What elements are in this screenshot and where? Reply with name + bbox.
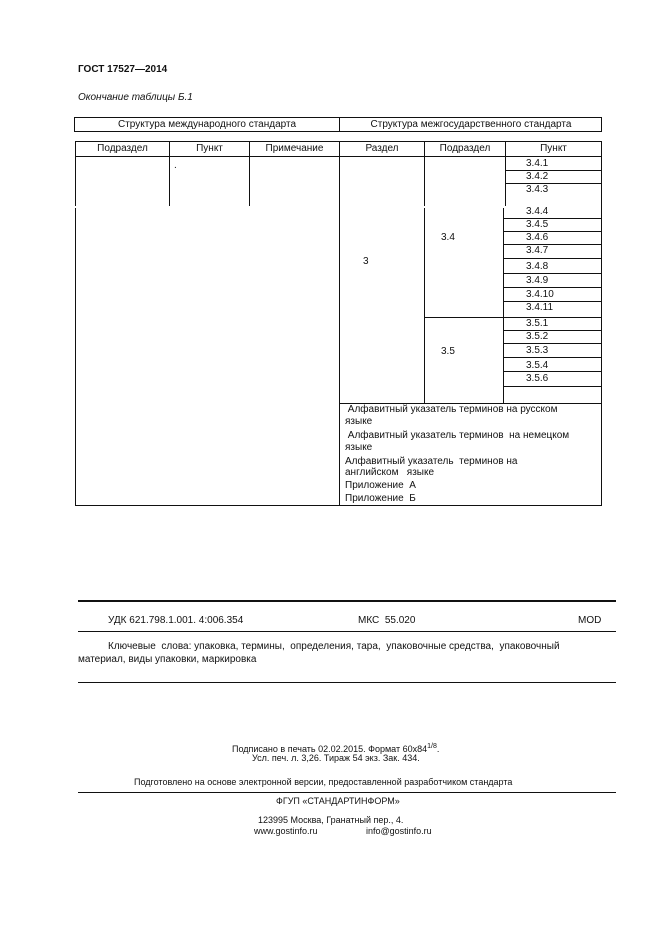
format-fraction: 1/8	[427, 743, 437, 750]
appendix-a: Приложение А	[345, 480, 416, 491]
row-line	[503, 273, 602, 274]
col-header-subsection-interstate: Подраздел	[439, 143, 491, 154]
point-3-5-6: 3.5.6	[526, 373, 549, 384]
row-line	[503, 330, 602, 331]
row-line	[503, 258, 602, 259]
point-3-4-1: 3.4.1	[526, 158, 549, 169]
interstate-structure-header: Структура межгосударственного стандарта	[370, 119, 572, 130]
subsection-divider	[424, 317, 602, 318]
website-link[interactable]: www.gostinfo.ru	[254, 826, 318, 836]
mod-label: MOD	[578, 615, 602, 626]
point-3-5-4: 3.5.4	[526, 360, 549, 371]
row-line	[503, 287, 602, 288]
row-line	[503, 371, 602, 372]
dot-mark: .	[174, 160, 177, 171]
index-english-line1: Алфавитный указатель терминов на	[345, 456, 518, 467]
point-3-4-3: 3.4.3	[526, 184, 549, 195]
index-russian-line1: Алфавитный указатель терминов на русском	[345, 404, 558, 415]
prepared-note: Подготовлено на основе электронной версии, предоставленной разработчиком стандарта	[134, 777, 513, 787]
row-line	[503, 231, 602, 232]
mks-code: МКС 55.020	[358, 615, 416, 626]
address: 123995 Москва, Гранатный пер., 4.	[258, 815, 404, 825]
point-3-4-4: 3.4.4	[526, 206, 549, 217]
print-info: Усл. печ. л. 3,26. Тираж 54 экз. Зак. 434.	[252, 753, 420, 763]
signed-line: Подписано в печать 02.02.2015. Формат $60х84^{1/8}$.	[232, 743, 440, 754]
index-russian-line2: языке	[345, 416, 373, 427]
point-3-4-6: 3.4.6	[526, 232, 549, 243]
point-3-4-9: 3.4.9	[526, 275, 549, 286]
table-caption: Окончание таблицы Б.1	[78, 92, 193, 103]
udk-code: УДК 621.798.1.001. 4:006.354	[108, 615, 244, 626]
point-3-4-10: 3.4.10	[526, 289, 554, 300]
footer-rule	[78, 631, 616, 632]
col-header-point-interstate: Пункт	[540, 143, 567, 154]
row-line	[505, 170, 602, 171]
row-line	[503, 244, 602, 245]
index-german-line1: Алфавитный указатель терминов на немецком	[345, 430, 570, 441]
index-german-line2: языке	[345, 442, 373, 453]
point-3-4-2: 3.4.2	[526, 171, 549, 182]
point-3-4-5: 3.4.5	[526, 219, 549, 230]
standard-code: ГОСТ 17527—2014	[78, 64, 168, 75]
col-border	[601, 141, 602, 506]
col-header-note: Примечание	[265, 143, 324, 154]
point-3-4-8: 3.4.8	[526, 261, 549, 272]
point-3-5-1: 3.5.1	[526, 318, 549, 329]
footer-rule	[78, 792, 616, 793]
row-line	[503, 218, 602, 219]
index-english-line2: английском языке	[345, 467, 435, 478]
row-line	[503, 357, 602, 358]
point-3-4-11: 3.4.11	[526, 302, 554, 313]
keywords-line2: материал, виды упаковки, маркировка	[78, 654, 257, 665]
email-link[interactable]: info@gostinfo.ru	[366, 826, 432, 836]
col-header-subsection-intl: Подраздел	[97, 143, 148, 154]
col-border	[339, 141, 340, 506]
col-header-section: Раздел	[365, 143, 399, 154]
section-value: 3	[363, 256, 369, 267]
col-border	[75, 208, 76, 506]
appendix-b: Приложение Б	[345, 493, 416, 504]
point-3-5-3: 3.5.3	[526, 345, 549, 356]
col-border	[503, 208, 504, 404]
subsection-3-4: 3.4	[441, 232, 455, 243]
row-line	[505, 183, 602, 184]
international-structure-header: Структура международного стандарта	[117, 119, 297, 130]
row-line	[503, 343, 602, 344]
col-header-point-intl: Пункт	[196, 143, 223, 154]
point-3-5-2: 3.5.2	[526, 331, 549, 342]
subsection-3-5: 3.5	[441, 346, 455, 357]
col-border	[424, 208, 425, 404]
point-3-4-7: 3.4.7	[526, 245, 549, 256]
signed-text: Подписано в печать 02.02.2015. Формат 60х84	[232, 744, 428, 754]
publisher: ФГУП «СТАНДАРТИНФОРМ»	[276, 796, 400, 806]
footer-rule	[78, 682, 616, 683]
row-line	[503, 386, 602, 387]
keywords-line1: Ключевые слова: упаковка, термины, определения, тара, упаковочные средства, упаковочный	[108, 641, 560, 652]
footer-top-rule	[78, 600, 616, 602]
